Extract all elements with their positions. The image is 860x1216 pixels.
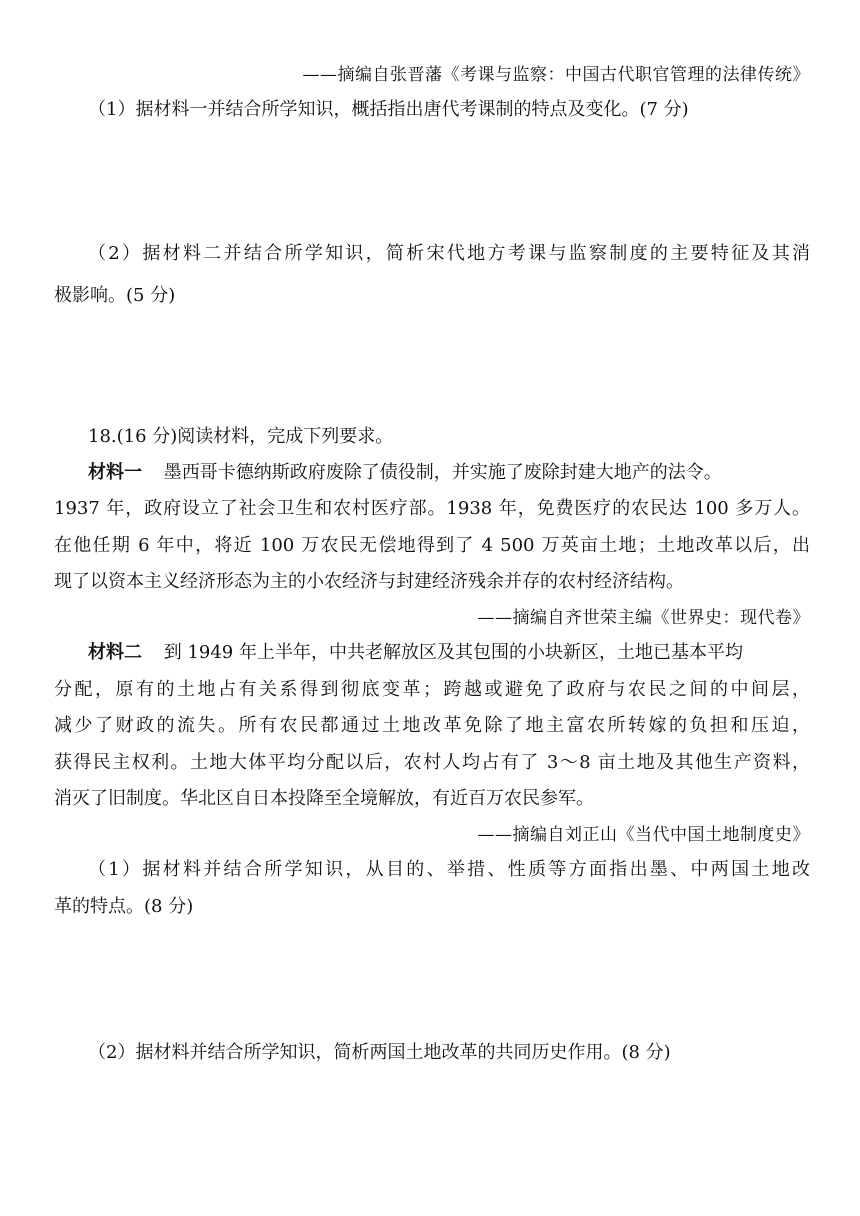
q18-material1-line1 xyxy=(88,456,810,490)
material1-label: 材料一 xyxy=(88,462,142,483)
q18-material1-line3: 在他任期 6 年中，将近 100 万农民无偿地得到了 4 500 万英亩土地；土地改革以后，出 xyxy=(54,535,810,556)
q18-header: 18.(16 分)阅读材料，完成下列要求。 xyxy=(88,426,394,447)
q18-material1-line4: 现了以资本主义经济形态为主的小农经济与封建经济残余并存的农村经济结构。 xyxy=(54,571,684,592)
source-citation-liu: ——摘编自刘正山《当代中国土地制度史》 xyxy=(477,825,810,845)
q18-material2-line5: 消灭了旧制度。华北区自日本投降至全境解放，有近百万农民参军。 xyxy=(54,788,594,809)
q17-subquestion-2-line2: 极影响。(5 分) xyxy=(54,285,176,306)
source-citation-zhang: ——摘编自张晋藩《考课与监察：中国古代职官管理的法律传统》 xyxy=(302,65,810,85)
q17-subquestion-1: （1）据材料一并结合所学知识，概括指出唐代考课制的特点及变化。(7 分) xyxy=(88,99,689,120)
material2-label: 材料二 xyxy=(88,642,142,663)
material2-text: 到 1949 年上半年，中共老解放区及其包围的小块新区，土地已基本平均 xyxy=(163,642,743,663)
q18-material2-line4: 获得民主权利。土地大体平均分配以后，农村人均占有了 3～8 亩土地及其他生产资料， xyxy=(54,752,810,773)
q17-subquestion-2-line1: （2）据材料二并结合所学知识，简析宋代地方考课与监察制度的主要特征及其消 xyxy=(88,243,810,264)
q18-material2-line1 xyxy=(88,636,810,670)
q18-subquestion-2: （2）据材料并结合所学知识，简析两国土地改革的共同历史作用。(8 分) xyxy=(88,1042,671,1063)
q18-subquestion-1-line2: 革的特点。(8 分) xyxy=(54,896,194,917)
q18-material1-line2: 1937 年，政府设立了社会卫生和农村医疗部。1938 年，免费医疗的农民达 100 多万人。 xyxy=(54,498,810,519)
source-citation-qi: ——摘编自齐世荣主编《世界史：现代卷》 xyxy=(477,608,810,628)
q18-subquestion-1-line1: （1）据材料并结合所学知识，从目的、举措、性质等方面指出墨、中两国土地改 xyxy=(88,859,810,880)
q18-material2-line2: 分配，原有的土地占有关系得到彻底变革；跨越或避免了政府与农民之间的中间层， xyxy=(54,679,810,700)
q18-material2-line3: 减少了财政的流失。所有农民都通过土地改革免除了地主富农所转嫁的负担和压迫， xyxy=(54,715,810,736)
material1-text: 墨西哥卡德纳斯政府废除了债役制，并实施了废除封建大地产的法令。 xyxy=(163,462,722,483)
